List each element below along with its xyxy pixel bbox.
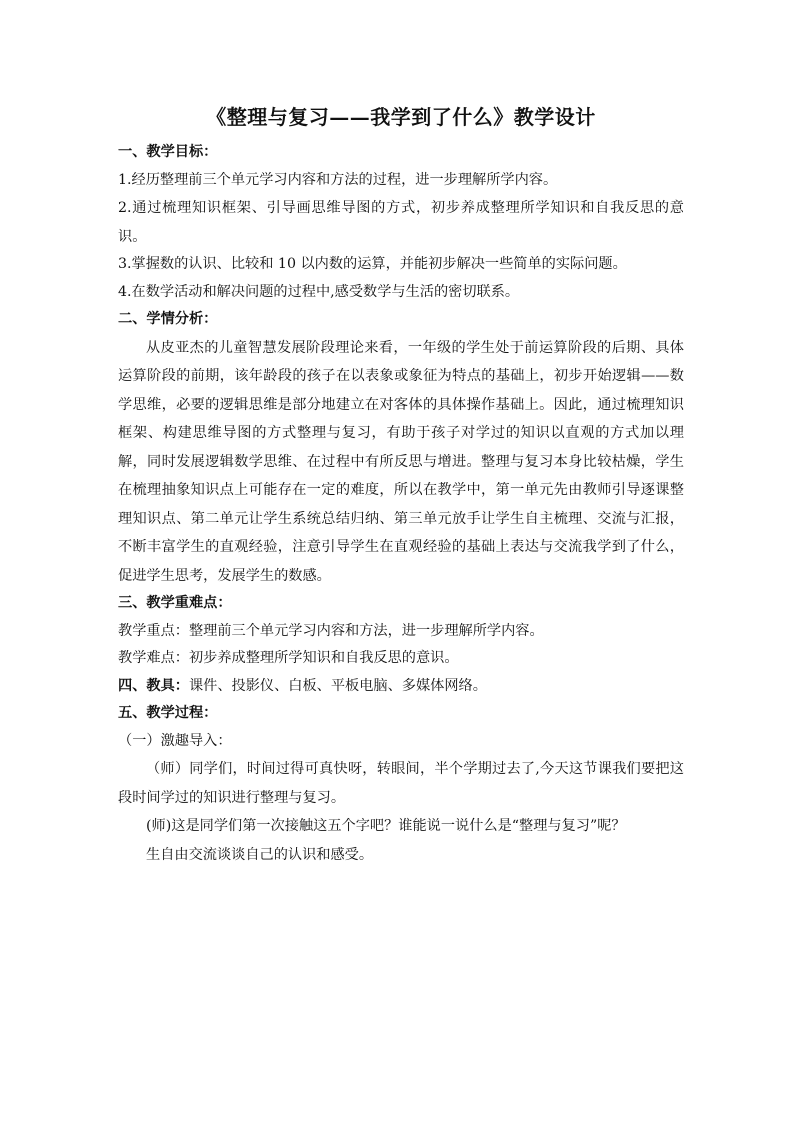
section-heading-key-points: 三、教学重难点：: [118, 595, 232, 611]
key-point-difficulty: 教学难点：初步养成整理所学知识和自我反思的意识。: [118, 650, 459, 666]
section-heading-teaching-aids: 四、教具：: [118, 677, 189, 694]
key-point-focus: 教学重点：整理前三个单元学习内容和方法，进一步理解所学内容。: [118, 622, 544, 639]
process-paragraph-2: (师)这是同学们第一次接触这五个字吧？谁能说一说什么是“整理与复习”呢？: [146, 818, 626, 834]
analysis-paragraph: 从皮亚杰的儿童智慧发展阶段理论来看，一年级的学生处于前运算阶段的后期、具体运算阶段的前期，该年龄段的孩子在以表象或象征为特点的基础上，初步开始逻辑——数学思维，必要的逻辑思维是部分地建立在对客体的具体操作基础上。因此，通过梳理知识框架、构建思维导图的方式整理与复习，有助于孩子对学过的知识以直观的方式加以理解，同时发展逻辑数学思维、在过程中有所反思与增进。整理与复习本身比较枯燥，学生在梳理抽象知识点上可能存在一定的难度，所以在教学中，第一单元先由教师引导逐课整理知识点、第二单元让学生系统总结归纳、第三单元放手让学生自主梳理、交流与汇报，不断丰富学生的直观经验，注意引导学生在直观经验的基础上表达与交流我学到了什么，促进学生思考，发展学生的数感。: [118, 339, 684, 584]
teaching-aids-line: [118, 673, 684, 701]
process-paragraph-1: （师）同学们，时间过得可真快呀，转眼间，半个学期过去了,今天这节课我们要把这段时间学过的知识进行整理与复习。: [118, 761, 684, 806]
objective-item-1: 1.经历整理前三个单元学习内容和方法的过程，进一步理解所学内容。: [118, 171, 558, 188]
document-content: [118, 103, 684, 869]
objective-item-4: 4.在数学活动和解决问题的过程中,感受数学与生活的密切联系。: [118, 283, 520, 300]
process-paragraph-3: 生自由交流谈谈自己的认识和感受。: [146, 846, 374, 863]
section-heading-objectives: 一、教学目标：: [118, 144, 218, 160]
section-heading-analysis: 二、学情分析：: [118, 311, 218, 327]
document-title: 《整理与复习——我学到了什么》教学设计: [206, 105, 596, 129]
teaching-aids-text: 课件、投影仪、白板、平板电脑、多媒体网络。: [188, 677, 487, 694]
objective-item-3: 3.掌握数的认识、比较和 10 以内数的运算，并能初步解决一些简单的实际问题。: [118, 256, 627, 272]
objective-item-2: 2.通过梳理知识框架、引导画思维导图的方式，初步养成整理所学知识和自我反思的意识。: [118, 200, 684, 245]
section-heading-process: 五、教学过程：: [118, 705, 218, 721]
process-subheading-intro: （一）激趣导入：: [118, 732, 232, 749]
